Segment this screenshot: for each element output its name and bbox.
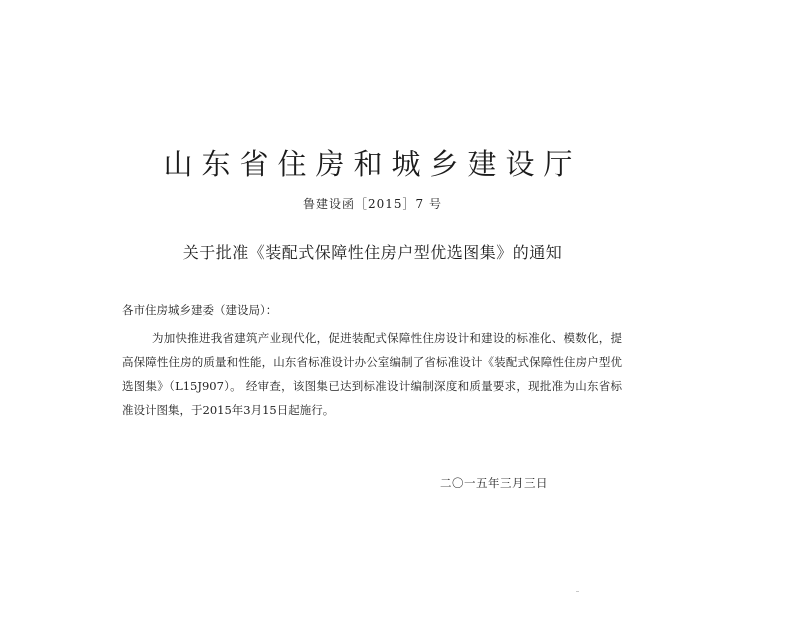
scan-speck — [576, 591, 579, 592]
body-paragraph: 为加快推进我省建筑产业现代化，促进装配式保障性住房设计和建设的标准化、模数化，提高保障性住房的质量和性能，山东省标准设计办公室编制了省标准设计《装配式保障性住房户型优选图集》（L15J907）。 经审查，该图集已达到标准设计编制深度和质量要求，现批准为山东省标准设计图集，于2015年3月15日起施行。 — [122, 331, 622, 417]
addressee-line: 各市住房城乡建委（建设局）： — [122, 303, 278, 317]
document-number: 鲁建设函［2015］7 号 — [303, 197, 442, 211]
issue-date: 二〇一五年三月三日 — [440, 476, 548, 490]
notice-body — [122, 298, 622, 422]
issuer-title: 山东省住房和城乡建设厅 — [163, 147, 582, 181]
notice-subject: 关于批准《装配式保障性住房户型优选图集》的通知 — [182, 243, 563, 262]
